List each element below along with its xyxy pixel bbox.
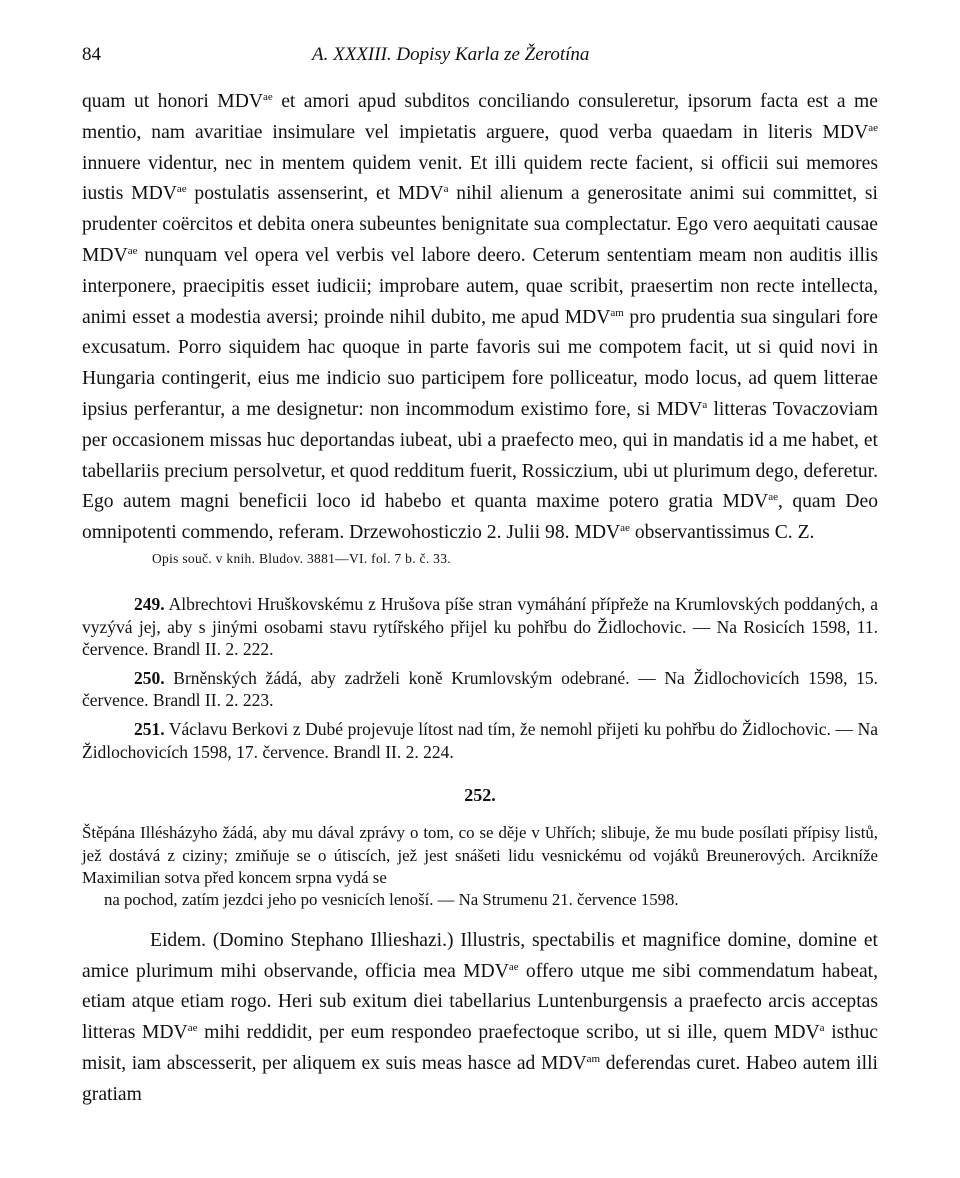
page-number: 84 <box>82 44 101 65</box>
source-note: Opis souč. v knih. Bludov. 3881—VI. fol. 7 b. č. 33. <box>152 550 451 566</box>
page <box>82 40 878 1111</box>
regest-251: 251. Václavu Berkovi z Dubé projevuje lítost nad tím, že nemohl přijeti ku pohřbu do Židlochovic. — Na Židlochovicích 1598, 17. července. Brandl II. 2. 224. <box>82 718 878 762</box>
letter-continuation: quam ut honori $MDV^{ae}$ et amori apud subditos conciliando consuleretur, ipsorum facta est a me mentio, nam avaritiae insimulare vel impietatis arguere, quod verba quaedam in literis $MDV^{ae}$ innuere videntur, nec in mentem quidem venit. Et illi quidem recte facient, si officii sui memores iustis $MDV^{ae}$ postulatis assenserint, et MDV$^a$ nihil alienum a generositate animi sui committet, si prudenter coërcitos et debita onera subeuntes benignitate sua complectatur. Ego vero aequitati causae $MDV^{ae}$ nunquam vel opera vel verbis vel labore deero. Ceterum sententiam meam non auditis illis interponere, praecipitis esset iudicii; improbare autem, quae scribit, praesertim non recte intellecta, animi esset a modestia aversi; proinde nihil dubito, me apud $MDV^{am}$ pro prudentia sua singulari fore excusatum. Porro siquidem hac quoque in parte favoris sui me compotem facit, ut si quid novi in Hungaria contingerit, eius me indicio suo participem fore pollicеatur, modo locus, ad quem litterae ipsius perferantur, a me designetur: non incommodum existimo fore, si MDV$^a$ litteras Tovaczoviam per occasionem missas huc deportandas iubeat, ubi a praefecto meo, qui in mandatis id a me habet, et tabellariis precium persolvetur, et quod redditum fuerit, Rossiczium, ubi ut plurimum dego, deferetur. Ego autem magni beneficii loco id habebo et quanta maxime potero gratia $MDV^{ae}$, quam Deo omnipotenti commendo, referam. Drzewohosticzio 2. Julii 98. $MDV^{ae}$ observantissimus C. Z. <box>82 91 879 544</box>
regest-249: 249. Albrechtovi Hruškovskému z Hrušova píše stran vymáhání přípřeže na Krumlovských poddaných, a vyzývá jej, aby s jinými osobami stavu rytířského přijel ku pohřbu do Židlochovic. — Na Rosicích 1598, 11. července. Brandl II. 2. 222. <box>82 593 878 660</box>
running-title: A. XXXIII. Dopisy Karla ze Žerotína <box>312 44 590 65</box>
letter-summary: Štěpána Illésházyho žádá, aby mu dával zprávy o tom, co se děje v Uhřích; slibuje, že mu bude posílati přípisy listů, jež dostává z ciziny; zmiňuje se o útiscích, jež jest snášeti lidu vesnickému od vojáků Breunerových. Arcikníže Maximilian sotva před koncem srpna vydá se na pochod, zatím jezdci jeho po vesnicích lenoší. — Na Strumenu 21. července 1598. <box>82 823 878 910</box>
regest-250: 250. Brněnských žádá, aby zadrželi koně Krumlovským odebrané. — Na Židlochovicích 1598, 15. července. Brandl II. 2. 223. <box>82 667 878 711</box>
letter-text: Eidem. (Domino Stephano Illieshazi.) Illustris, spectabilis et magnifice domine, domine et amice plurimum mihi observande, officia mea $MDV^{ae}$ offero utque me sibi commendatum habeat, etiam atque etiam rogo. Heri sub exitum diei tabellarius Luntenburgensis a praefecto arcis acceptas litteras $MDV^{ae}$ mihi reddidit, per eum respondeo praefectoque scribo, ut si ille, quem MDV$^a$ isthuc misit, iam abscesserit, per aliquem ex suis meas hasce ad $MDV^{am}$ deferendas curet. Habeo autem illi gratiam <box>82 929 878 1105</box>
letter-number-heading: 252. <box>464 785 496 806</box>
page-header <box>82 40 878 74</box>
